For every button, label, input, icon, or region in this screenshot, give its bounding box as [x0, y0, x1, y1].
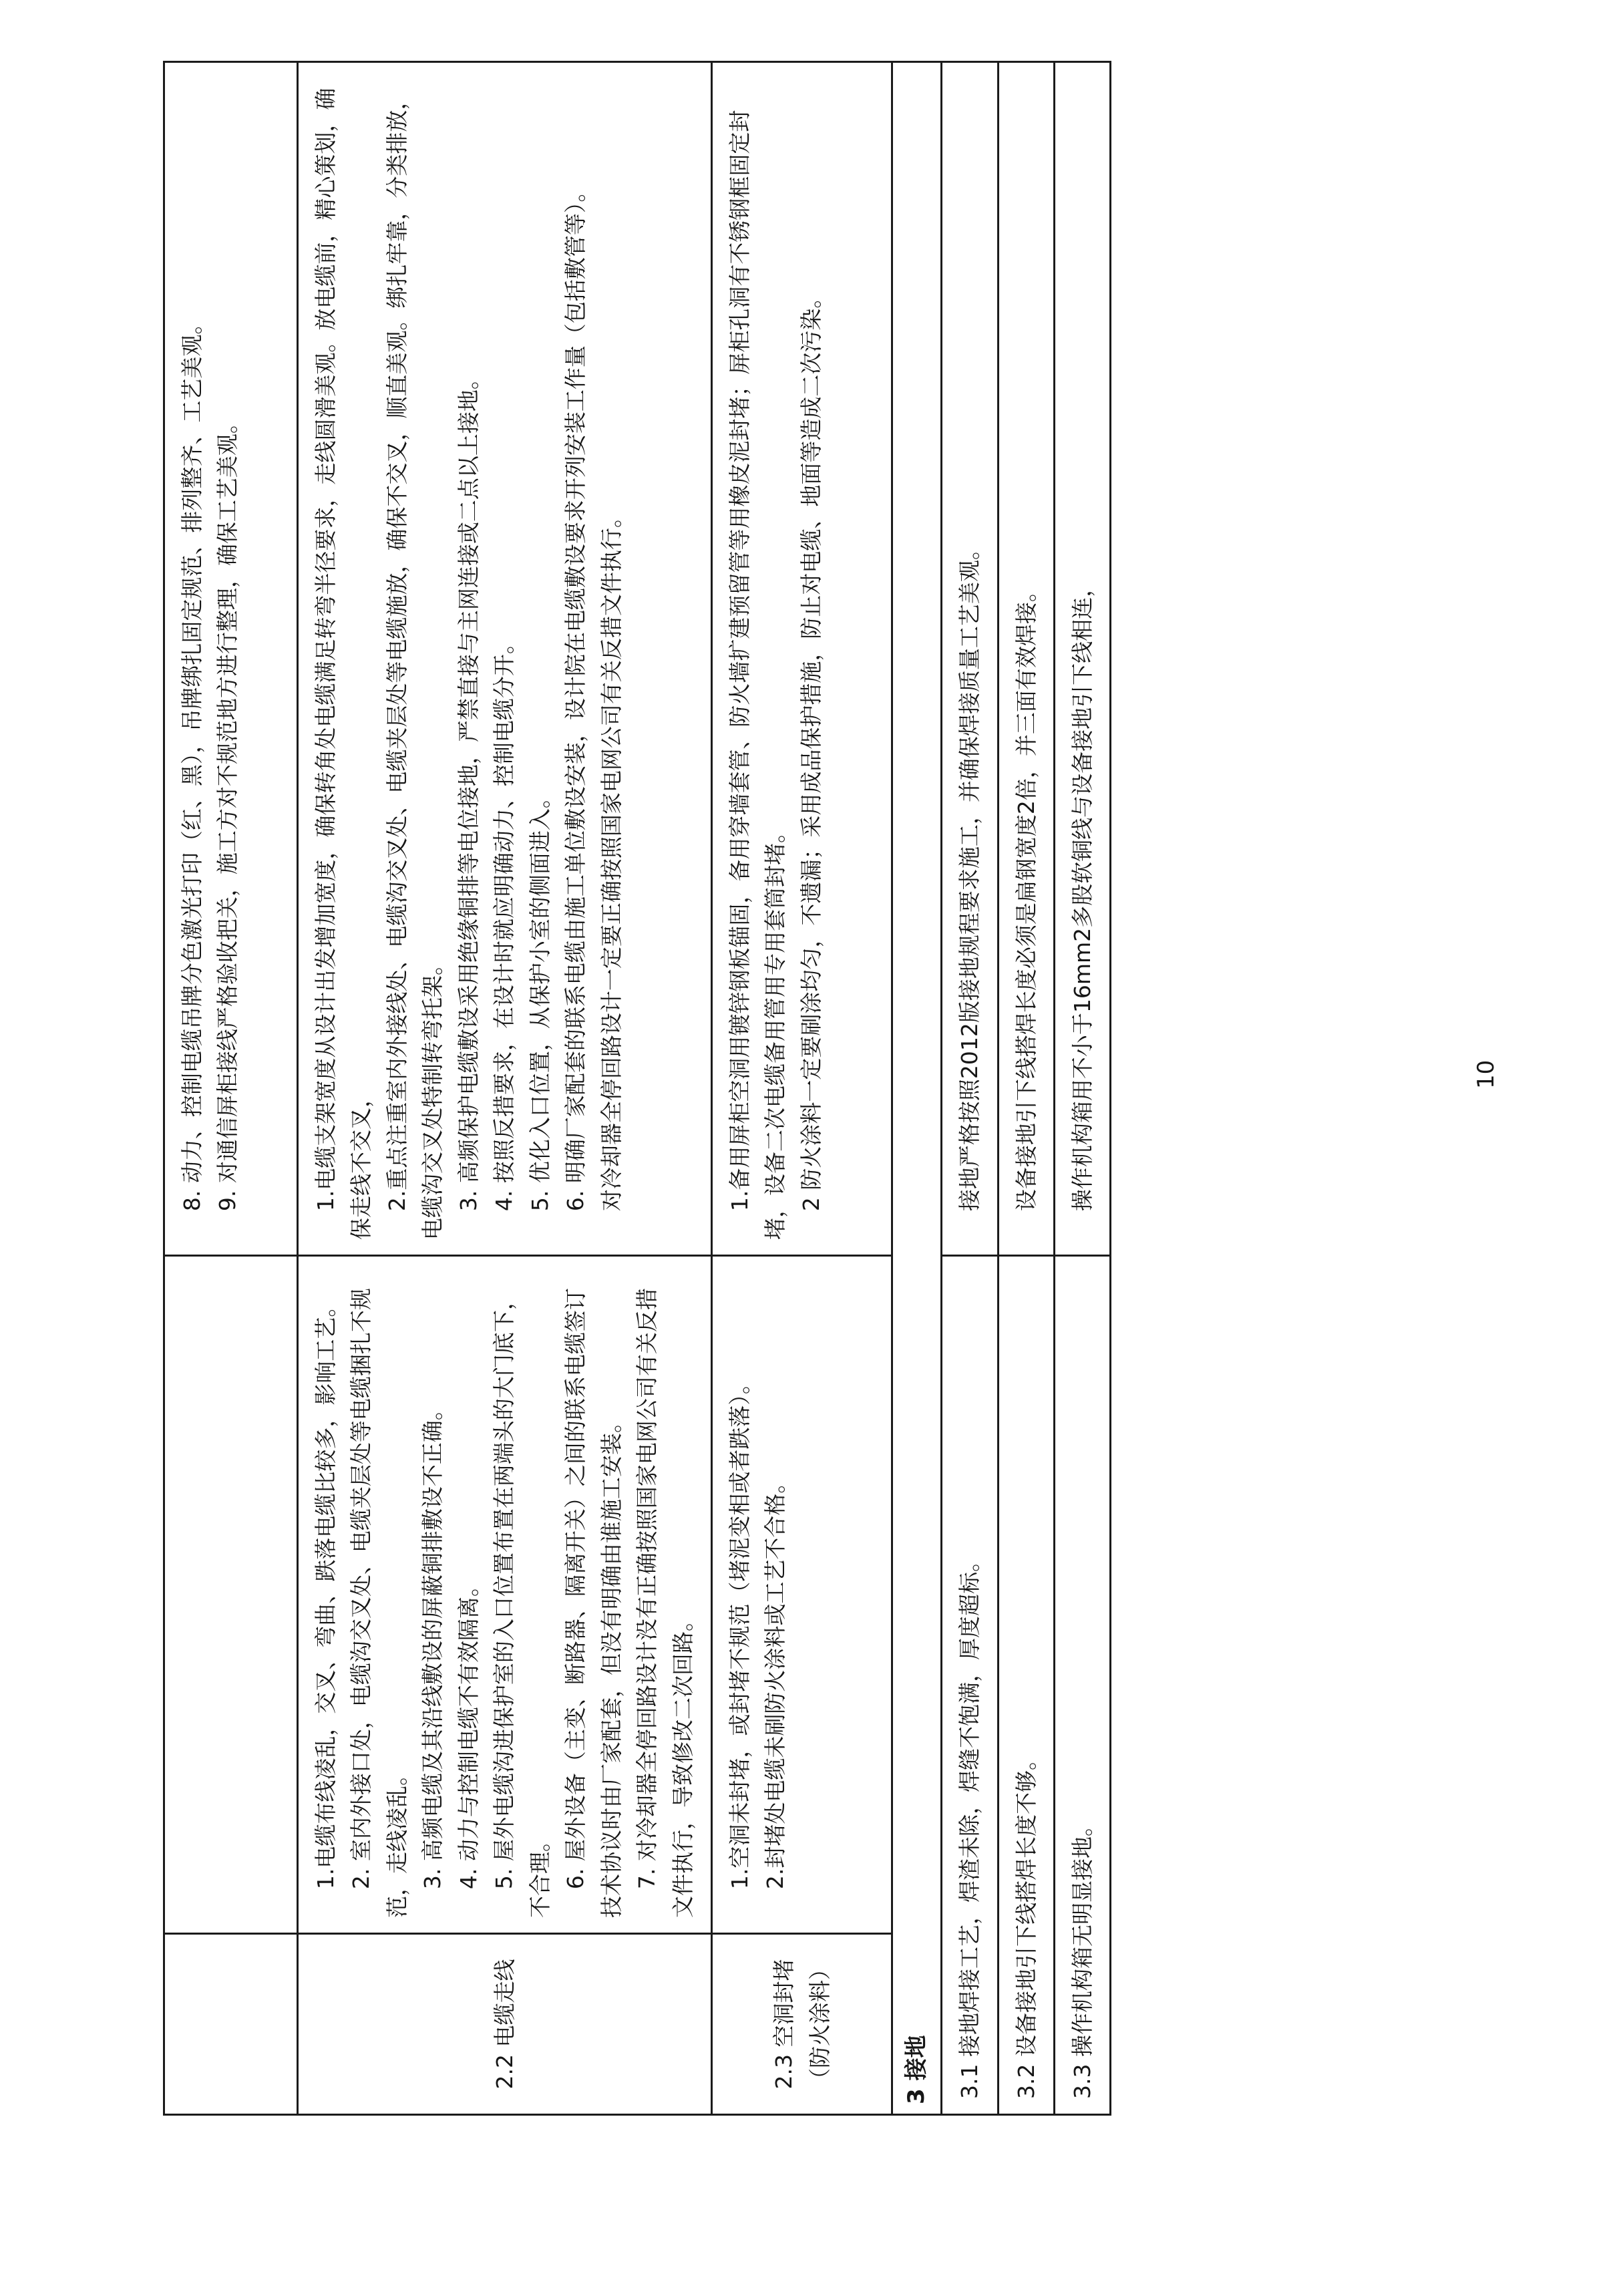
- page-number: 10: [1473, 1059, 1499, 1089]
- rotated-table-wrapper: [163, 88, 1251, 2116]
- problem-text: 6. 屋外设备（主变、断路器、隔离开关）之间的联系电缆签订技术协议时由厂家配套，但没有明确由谁施工安装。: [562, 1288, 624, 1918]
- measure-text: 2 防火涂料一定要刷涂均匀，不遗漏；采用成品保护措施，防止对电缆、地面等造成二次污染。: [797, 286, 824, 1212]
- item-cell: 2.2 电缆走线: [298, 1934, 712, 2115]
- item-cell: [164, 1934, 298, 2115]
- measure-text: 6. 明确厂家配套的联系电缆由施工单位敷设安装，设计院在电缆敷设要求开列安装工作量（包括敷管等）。: [562, 180, 589, 1212]
- measure-cell: [712, 62, 892, 1256]
- measure-cell: [998, 62, 1054, 1256]
- table-row: [712, 62, 892, 2115]
- table-row: [298, 62, 712, 2115]
- measure-cell: [298, 62, 712, 1256]
- table-row: [164, 62, 298, 2115]
- measure-cell: [1054, 62, 1110, 1256]
- problem-text: 3. 高频电缆及其沿线敷设的屏蔽铜排敷设不正确。: [419, 1398, 446, 1890]
- problem-text: 1.电缆布线凌乱，交叉、弯曲、跌落电缆比较多，影响工艺。: [313, 1295, 339, 1890]
- quality-measures-table: [163, 61, 1111, 2116]
- table-row: [1054, 62, 1110, 2115]
- measure-text: 接地严格按照2012版接地规程要求施工，并确保焊接质量工艺美观。: [956, 538, 983, 1212]
- measure-text: 设备接地引下线搭焊长度必须是扁钢宽度2倍，并三面有效焊接。: [1013, 580, 1039, 1212]
- section-title: 3 接地: [892, 62, 942, 2115]
- measure-text: 8. 动力、控制电缆吊牌分色激光打印（红、黑），吊牌绑扎固定规范、排列整齐、工艺美观。: [179, 312, 205, 1212]
- problem-cell: [298, 1256, 712, 1934]
- item-cell: 3.2 设备接地引下线搭焊长度不够。: [998, 1256, 1054, 2115]
- measure-cell: [164, 62, 298, 1256]
- measure-text: 1.备用屏柜空洞用镀锌钢板锚固，备用穿墙套管、防火墙扩建预留管等用橡皮泥封堵；屏柜孔洞有不锈钢框固定封堵，设备二次电缆备用管用专用套筒封堵。: [727, 110, 789, 1240]
- measure-text: 对冷却器全停回路设计一定要正确按照国家电网公司有关反措文件执行。: [598, 506, 624, 1212]
- measure-cell: [942, 62, 998, 1256]
- table-row: [998, 62, 1054, 2115]
- problem-text: 2.封堵处电缆未刷防火涂料或工艺不合格。: [762, 1471, 789, 1890]
- problem-cell: [712, 1256, 892, 1934]
- table-row: [942, 62, 998, 2115]
- measure-text: 3. 高频保护电缆敷设采用绝缘铜排等电位接地，严禁直接与主网连接或二点以上接地。: [455, 367, 482, 1212]
- measure-text: 5. 优化入口位置，从保护小室的侧面进入。: [526, 786, 553, 1212]
- problem-text: 2. 室内外接口处，电缆沟交叉处、电缆夹层处等电缆捆扎不规范，走线凌乱。: [348, 1288, 410, 1918]
- measure-text: 2.重点注重室内外接线处、电缆沟交叉处、电缆夹层处等电缆施放，确保不交叉，顺直美观。绑扎牢靠，分类排放，电缆沟交叉处特制转弯托架。: [383, 88, 446, 1240]
- item-cell: 3.3 操作机构箱无明显接地。: [1054, 1256, 1110, 2115]
- measure-text: 4. 按照反措要求，在设计时就应明确动力、控制电缆分开。: [491, 632, 518, 1212]
- measure-text: 1.电缆支架宽度从设计出发增加宽度，确保转角处电缆满足转弯半径要求，走线圆滑美观。放电缆前，精心策划，确保走线不交叉，: [313, 88, 375, 1240]
- measure-text: 9. 对通信屏柜接线严格验收把关，施工方对不规范地方进行整理，确保工艺美观。: [214, 412, 241, 1212]
- measure-text: 操作机构箱用不小于16mm2多股软铜线与设备接地引下线相连，: [1069, 575, 1095, 1212]
- item-cell: 2.3 空洞封堵（防火涂料）: [712, 1934, 892, 2115]
- item-cell: 3.1 接地焊接工艺，焊渣未除，焊缝不饱满，厚度超标。: [942, 1256, 998, 2115]
- problem-text: 7. 对冷却器全停回路设计没有正确按照国家电网公司有关反措文件执行，导致修改二次回路。: [634, 1288, 696, 1918]
- problem-text: 4. 动力与控制电缆不有效隔离。: [455, 1575, 482, 1890]
- problem-cell: [164, 1256, 298, 1934]
- problem-text: 5. 屋外电缆沟进保护室的入口位置布置在两端头的大门底下，不合理。: [491, 1288, 553, 1918]
- section-header-row: [892, 62, 942, 2115]
- problem-text: 1.空洞未封堵，或封堵不规范（堵泥变相或者跌落）。: [727, 1372, 753, 1890]
